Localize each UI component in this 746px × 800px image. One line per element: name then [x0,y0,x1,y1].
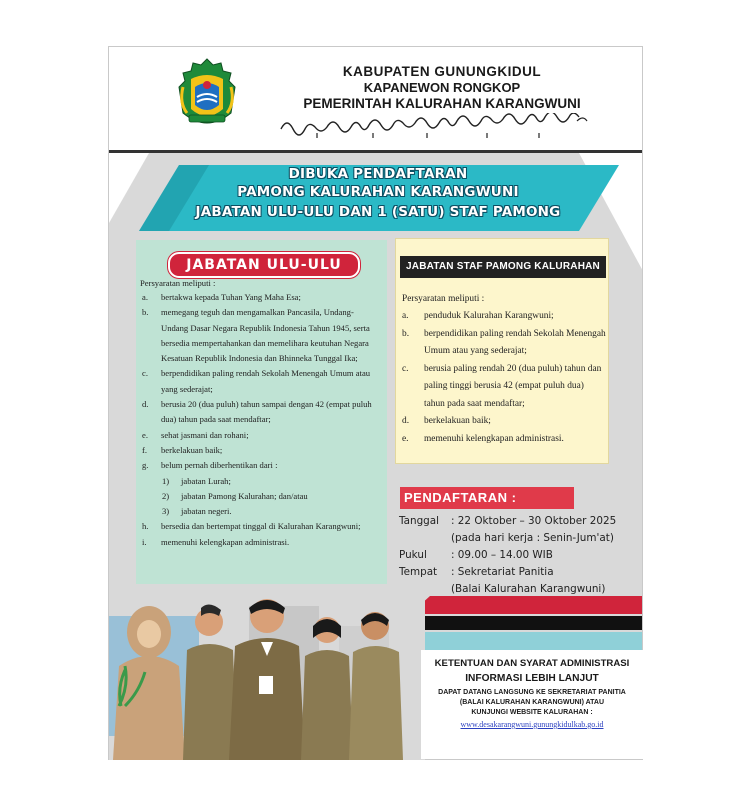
info-title: KETENTUAN DAN SYARAT ADMINISTRASI [434,658,630,669]
header-regency: KABUPATEN GUNUNGKIDUL [342,64,542,79]
ulu-ulu-requirements [142,290,378,550]
list-item: a. penduduk Kalurahan Karangwuni; [402,311,554,321]
list-item: e. memenuhi kelengkapan administrasi. [402,433,564,444]
list-item: h. bersedia dan bertempat tinggal di Kalurahan Karangwuni; [142,521,361,532]
info-line-4: (BALAI KALURAHAN KARANGWUNI) ATAU [459,699,605,706]
list-item: f. berkelakuan baik; [142,444,223,455]
list-item: d. berkelakuan baik; [402,416,491,426]
list-item: b. berpendidikan paling rendah Sekolah Menengah Umum atau yang sederajat; [402,328,606,356]
website-link[interactable]: www.desakarangwuni.gunungkidulkab.go.id [460,720,604,729]
list-item: c. berpendidikan paling rendah Sekolah Menengah Umum atau yang sederajat; [142,368,371,394]
ulu-ulu-title: JABATAN ULU-ULU [168,252,360,278]
list-item: i. memenuhi kelengkapan administrasi. [142,536,290,547]
staf-pamong-requirements [402,308,606,448]
staf-pamong-title: JABATAN STAF PAMONG KALURAHAN [400,256,606,278]
header-district: KAPANEWON RONGKOP [363,80,521,95]
banner-line-3: JABATAN ULU-ULU DAN 1 (SATU) STAF PAMONG [195,204,561,220]
gunungkidul-seal-icon [177,57,237,133]
list-item: g. belum pernah diberhentikan dari : [142,460,278,471]
ulu-ulu-intro: Persyaratan meliputi : [140,278,216,288]
registration-title: PENDAFTARAN : [400,487,574,509]
list-item: c. berusia paling rendah 20 (dua puluh) tahun dan paling tinggi berusia 42 (empat puluh dua) tahun pada saat mendaftar; [402,363,602,409]
list-item: 3) jabatan negeri. [162,506,232,517]
list-item: d. berusia 20 (dua puluh) tahun sampai dengan 42 (empat puluh dua) tahun pada saat mendaftar; [142,399,372,425]
header-government: PEMERINTAH KALURAHAN KARANGWUNI [303,96,581,111]
info-line-3: DAPAT DATANG LANGSUNG KE SEKRETARIAT PANITIA [438,689,626,696]
info-subtitle: INFORMASI LEBIH LANJUT [465,673,599,684]
list-item: e. sehat jasmani dan rohani; [142,429,249,440]
list-item: b. memegang teguh dan mengamalkan Pancasila, Undang-Undang Dasar Negara Republik Indonesia Tahun 1945, serta bersedia mempertahankan dan memelihara keutuhan Negara Kesatuan Republik Indonesia dan Bhinneka Tunggal Ika; [142,307,370,364]
list-item: 2) jabatan Pamong Kalurahan; dan/atau [162,490,308,501]
info-line-5: KUNJUNGI WEBSITE KALURAHAN : [471,709,593,716]
banner-line-1: DIBUKA PENDAFTARAN [288,166,468,182]
poster-header [109,47,643,151]
list-item: 1) jabatan Lurah; [162,475,231,486]
staf-pamong-intro: Persyaratan meliputi : [402,294,485,304]
javanese-script-icon [277,113,607,139]
list-item: a. bertakwa kepada Tuhan Yang Maha Esa; [142,292,301,302]
civil-servants-illustration-icon [109,586,425,760]
banner-line-2: PAMONG KALURAHAN KARANGWUNI [237,184,519,200]
